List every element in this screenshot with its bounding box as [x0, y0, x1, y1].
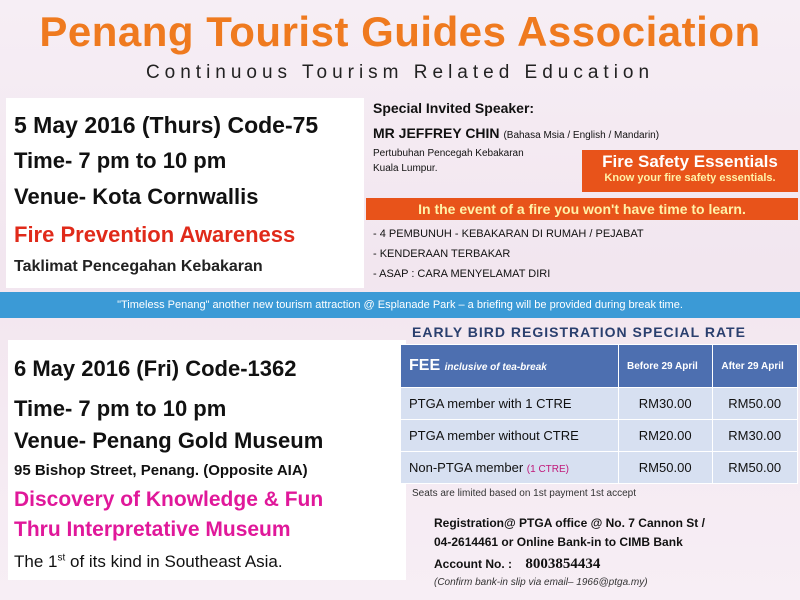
speaker-org-line1: Pertubuhan Pencegah Kebakaran — [373, 148, 524, 159]
fee-heading: EARLY BIRD REGISTRATION SPECIAL RATE — [412, 324, 746, 340]
fse-title: Fire Safety Essentials — [602, 152, 778, 171]
event1-time: Time- 7 pm to 10 pm — [14, 148, 227, 173]
fee-row-after: RM50.00 — [713, 388, 798, 420]
bullet-3: - ASAP : CARA MENYELAMAT DIRI — [373, 268, 551, 280]
fee-row-note: (1 CTRE) — [526, 464, 570, 475]
event2-topic-line1: Discovery of Knowledge & Fun — [14, 488, 324, 511]
page-subtitle: Continuous Tourism Related Education — [145, 62, 655, 83]
bullet-2: - KENDERAAN TERBAKAR — [373, 248, 511, 260]
fse-sub: Know your fire safety essentials. — [604, 172, 776, 184]
table-row — [401, 388, 798, 420]
table-row — [401, 420, 798, 452]
registration-line1: Registration@ PTGA office @ No. 7 Cannon St / — [434, 516, 705, 530]
table-row — [401, 452, 798, 484]
confirm-note: (Confirm bank-in slip via email– 1966@ptga.my) — [434, 577, 648, 588]
fee-row-before: RM30.00 — [619, 388, 713, 420]
speaker-name: MR JEFFREY CHIN — [373, 125, 500, 141]
fee-row-after: RM30.00 — [713, 420, 798, 452]
event1-date-code: 5 May 2016 (Thurs) Code-75 — [14, 112, 319, 138]
fee-header — [401, 345, 619, 388]
tagline-sup: st — [57, 552, 66, 564]
speaker-languages: (Bahasa Msia / English / Mandarin) — [503, 130, 660, 141]
speaker-org-line2: Kuala Lumpur. — [373, 163, 438, 174]
info-banner: "Timeless Penang" another new tourism attraction @ Esplanade Park – a briefing will be provided during break time. — [0, 292, 800, 318]
page-title: Penang Tourist Guides Association — [39, 8, 761, 55]
speaker-org — [373, 146, 583, 176]
fee-header-after: After 29 April — [713, 345, 798, 388]
bullet-1: - 4 PEMBUNUH - KEBAKARAN DI RUMAH / PEJABAT — [373, 228, 644, 240]
event2-topic-line2: Thru Interpretative Museum — [14, 518, 291, 541]
account-number: 8003854434 — [525, 556, 601, 572]
event2-venue: Venue- Penang Gold Museum — [14, 428, 324, 453]
fee-row-after: RM50.00 — [713, 452, 798, 484]
event2-tagline — [14, 552, 283, 572]
tagline-pre: The 1 — [14, 552, 58, 571]
event2-time: Time- 7 pm to 10 pm — [14, 396, 227, 421]
fee-row-before: RM50.00 — [619, 452, 713, 484]
fire-warning: In the event of a fire you won't have time to learn. — [366, 198, 798, 220]
speaker-name-line — [373, 125, 659, 141]
account-label: Account No. : — [434, 557, 512, 571]
speaker-heading: Special Invited Speaker: — [373, 100, 535, 116]
event1-topic-sub: Taklimat Pencegahan Kebakaran — [14, 258, 263, 275]
fee-row-label: PTGA member with 1 CTRE — [401, 388, 619, 420]
fee-row-label: PTGA member without CTRE — [401, 420, 619, 452]
registration-line2: 04-2614461 or Online Bank-in to CIMB Bank — [434, 535, 683, 549]
fee-header-row — [401, 345, 798, 388]
event2-date-code: 6 May 2016 (Fri) Code-1362 — [14, 356, 297, 381]
fee-header-note: inclusive of tea-break — [444, 362, 547, 373]
fee-row-label-cell — [401, 452, 619, 484]
fee-header-before: Before 29 April — [619, 345, 713, 388]
tagline-post: of its kind in Southeast Asia. — [65, 552, 283, 571]
fee-row-label: Non-PTGA member — [409, 460, 524, 475]
event2-address: 95 Bishop Street, Penang. (Opposite AIA) — [14, 462, 308, 479]
fee-table — [400, 344, 798, 484]
account-line — [434, 556, 600, 573]
event1-venue: Venue- Kota Cornwallis — [14, 184, 259, 209]
fire-safety-box — [582, 150, 798, 192]
fee-header-label: FEE — [409, 357, 441, 374]
fee-row-before: RM20.00 — [619, 420, 713, 452]
seats-note: Seats are limited based on 1st payment 1st accept — [412, 488, 637, 499]
event1-topic: Fire Prevention Awareness — [14, 222, 296, 247]
